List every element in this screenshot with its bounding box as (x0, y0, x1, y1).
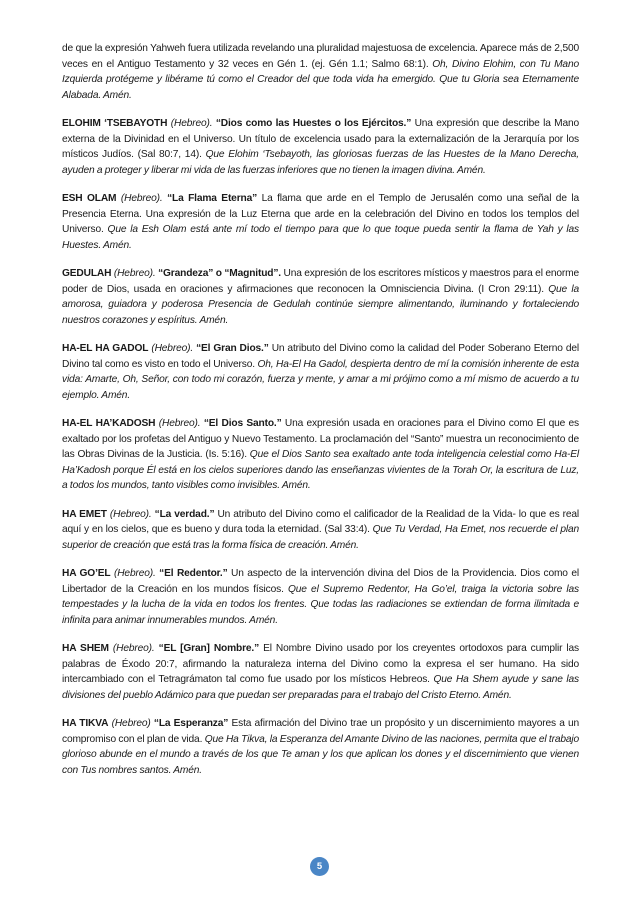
entry-term: GEDULAH (62, 268, 112, 279)
entry-text: El Nombre Divino usado por los creyentes ortodoxos para cumplir las palabras de Éxodo 20:7, afirmando la naturaleza interna del Divino como la expresa el ser humano. Ha sido intercambiado con el Tetragrámaton tal como fue usado por los místicos Hebreos. (62, 643, 579, 685)
entry-prayer: Que el Supremo Redentor, Ha Go’el, traiga la victoria sobre las tempestades y la lucha de la vida en todos los frentes. Que todas las radiaciones se extiendan de forma ilimitada e infinita para animar innumerables mundos. Amén. (62, 583, 579, 626)
glossary-entry (62, 641, 579, 703)
entry-meaning: “La verdad.” (154, 508, 215, 520)
entry-meaning: “El Gran Dios.” (196, 343, 269, 354)
entry-term: HA-EL HA’KADOSH (62, 418, 156, 429)
entry-text: Un atributo del Divino como la calidad del Poder Soberano Eterno del Divino tal como es visto en todo el Universo. (62, 343, 579, 370)
entry-term: HA SHEM (62, 643, 109, 654)
glossary-entry (62, 116, 579, 178)
entry-language: (Hebreo). (158, 418, 201, 429)
entry-prayer: Que la amorosa, guiadora y poderosa Presencia de Gedulah continúe siempre alimentando, iluminando y fortaleciendo nuestros corazones y espíritus. Amén. (62, 283, 579, 326)
entry-meaning: “La Flama Eterna” (167, 193, 258, 204)
entry-prayer: Que el Dios Santo sea exaltado ante toda inteligencia celestial como Ha-El Ha’Kadosh porque Él está en los cielos superiores dando las enseñanzas vivientes de la Torah Or, la escritura de Luz, a todos los mundos, tanto visibles como invisibles. Amén. (62, 449, 579, 491)
entry-text: La flama que arde en el Templo de Jerusalén como una señal de la Presencia Eterna. Una expresión de la Luz Eterna que arde en la celebración del Divino en todos los templos del Universo. (62, 193, 579, 235)
entry-language: (Hebreo). (170, 118, 213, 129)
glossary-entry (62, 191, 579, 253)
entry-meaning: “El Dios Santo.” (203, 418, 282, 429)
entry-language: (Hebreo). (109, 508, 152, 520)
glossary-entry (62, 416, 579, 494)
entry-term: ESH OLAM (62, 193, 117, 204)
entry-meaning: “La Esperanza” (153, 718, 229, 729)
entry-meaning: “El Redentor.” (159, 568, 228, 579)
entry-term: HA EMET (62, 508, 107, 520)
entry-prayer: Que Ha Shem ayude y sane las divisiones del pueblo Adámico para que puedan ser preparadas para el trabajo del Cristo Eterno. Amén. (62, 674, 579, 701)
entry-prayer: Que Tu Verdad, Ha Emet, nos recuerde el plan superior de creación que está tras la forma física de creación. Amén. (62, 524, 579, 551)
intro-text: de que la expresión Yahweh fuera utilizada revelando una pluralidad majestuosa de excelencia. Aparece más de 2,500 veces en el Antiguo Testamento y 32 veces en Gén 1. (ej. Gén 1.1; Salmo 68:1). (62, 43, 579, 70)
entry-meaning: “Grandeza” o “Magnitud”. (158, 268, 281, 279)
entry-prayer: Oh, Ha-El Ha Gadol, despierta dentro de mí la comisión inherente de esta vida: Amarte, Oh, Señor, con todo mi corazón, fuerza y mente, y amar a mi prójimo como a mí mismo de acuerdo a tu ejemplo. Amén. (62, 358, 579, 401)
entry-text: Un aspecto de la intervención divina del Dios de la Providencia. Dios como el Libertador de la Creación en los mundos físicos. (62, 568, 579, 595)
entry-meaning: “EL [Gran] Nombre.” (158, 643, 260, 654)
glossary-entry (62, 716, 579, 778)
intro-paragraph (62, 41, 579, 103)
entry-text: Una expresión usada en oraciones para el Divino como El que es exaltado por los profetas del Antiguo y Nuevo Testamento. La proclamación del “Santo” muestra un reconocimiento de las Obras Divinas de la Justicia. (Is. 5:16). (62, 418, 579, 460)
glossary-entry (62, 341, 579, 403)
entry-language: (Hebreo). (113, 268, 156, 279)
entry-meaning: “Dios como las Huestes o los Ejércitos.” (215, 118, 412, 129)
page-number-badge: 5 (310, 857, 329, 876)
entry-term: HA TIKVA (62, 718, 109, 729)
glossary-entry (62, 507, 579, 554)
entry-term: HA GO’EL (62, 568, 111, 579)
entry-language: (Hebreo). (112, 643, 155, 654)
entry-language: (Hebreo). (120, 193, 163, 204)
intro-prayer: Oh, Divino Elohim, con Tu Mano Izquierda protégeme y libérame tú como el Creador del que toda vida ha emergido. Que tu Gloria sea Eternamente Alabada. Amén. (62, 58, 579, 101)
entry-prayer: Que Elohim ‘Tsebayoth, las gloriosas fuerzas de las Huestes de la Mano Derecha, ayuden a proteger y liberar mi vida de las fuerzas inferiores que no tienen la imagen divina. Amén. (62, 149, 579, 176)
glossary-content (62, 41, 579, 791)
entry-prayer: Que la Esh Olam está ante mí todo el tiempo para que lo que toque pueda sentir la flama de Yah y las Huestes. Amén. (62, 224, 579, 251)
entry-language: (Hebreo). (113, 568, 156, 579)
entry-text: Esta afirmación del Divino trae un propósito y un discernimiento mayores a un compromiso con el plan de vida. (62, 718, 579, 745)
entry-text: Una expresión de los escritores místicos y maestros para el enorme poder de Dios, usada en oraciones y afirmaciones que reconocen la Omnisciencia Divina. (I Cron 29:11). (62, 268, 579, 295)
glossary-entry (62, 266, 579, 328)
entry-term: ELOHIM ‘TSEBAYOTH (62, 118, 168, 129)
entry-language: (Hebreo) (111, 718, 151, 729)
entry-term: HA-EL HA GADOL (62, 343, 149, 354)
entry-text: Un atributo del Divino como el calificador de la Realidad de la Vida- lo que es real aquí y en los cielos, que es bueno y dura toda la eternidad. (Sal 33:4). (62, 508, 579, 535)
entry-prayer: Que Ha Tikva, la Esperanza del Amante Divino de las naciones, permita que el trabajo glorioso abunde en el mundo a través de los que Te aman y los que aplican los dones y el discernimiento que vienen con Tus nombres santos. Amén. (62, 733, 580, 776)
entry-language: (Hebreo). (151, 343, 194, 354)
entry-text: Una expresión que describe la Mano externa de la Divinidad en el Universo. Un título de excelencia usado para la externalización de la Jerarquía por los místicos Judíos. (Sal 80:7, 14). (62, 118, 579, 160)
glossary-entry (62, 566, 579, 628)
